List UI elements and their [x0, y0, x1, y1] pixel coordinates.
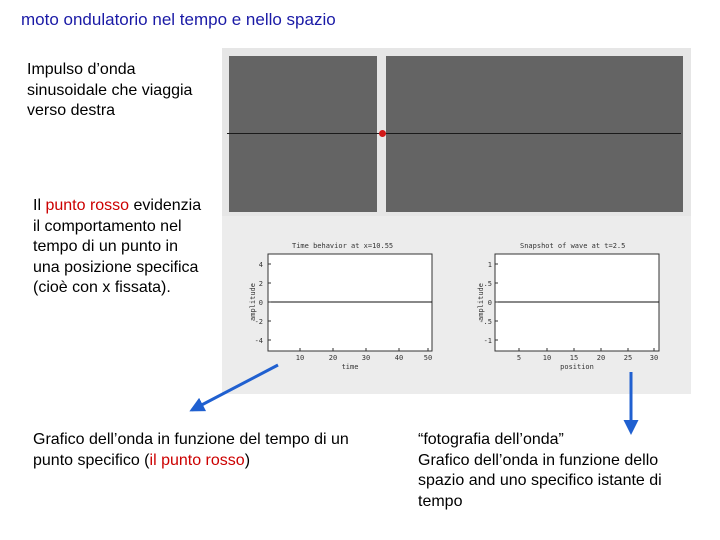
time-ytick-0: 4	[258, 261, 263, 269]
time-xtick-4: 50	[423, 354, 433, 362]
space-ytick-3: -.5	[479, 318, 492, 326]
space-xtick-2: 15	[569, 354, 579, 362]
space-xtick-4: 25	[623, 354, 633, 362]
wave-animation-window	[222, 48, 691, 216]
time-plot-title: Time behavior at x=10.55	[292, 242, 394, 250]
space-xtick-1: 10	[542, 354, 552, 362]
space-xlabel: position	[560, 363, 594, 371]
red-point-marker	[379, 130, 386, 137]
space-plot-title: Snapshot of wave at t=2.5	[520, 242, 626, 250]
red-point-highlight: punto rosso	[45, 197, 130, 214]
plots-svg	[222, 216, 691, 394]
time-ylabel: amplitude	[249, 283, 257, 321]
space-xtick-0: 5	[516, 354, 522, 362]
time-ytick-4: -4	[254, 337, 263, 345]
wave-panel-right	[386, 56, 683, 212]
space-ytick-2: 0	[487, 299, 492, 307]
wave-baseline	[227, 133, 681, 134]
red-point-description	[33, 196, 205, 299]
time-plot	[249, 242, 432, 371]
time-ytick-3: -2	[254, 318, 263, 326]
space-xtick-3: 20	[596, 354, 606, 362]
space-xtick-5: 30	[649, 354, 659, 362]
space-plot-caption	[418, 430, 708, 512]
red-point-prefix: Il	[33, 197, 46, 214]
time-ytick-2: 0	[258, 299, 263, 307]
time-xtick-0: 10	[295, 354, 305, 362]
page-title: moto ondulatorio nel tempo e nello spazio	[21, 10, 336, 29]
space-ylabel: amplitude	[477, 283, 485, 321]
wave-panel-left	[229, 56, 377, 212]
time-xtick-3: 40	[394, 354, 404, 362]
pulse-description: Impulso d’onda sinusoidale che viaggia verso destra	[27, 61, 193, 119]
space-ytick-1: .5	[483, 280, 492, 288]
time-ytick-1: 2	[258, 280, 263, 288]
space-ytick-4: -1	[483, 337, 492, 345]
time-caption-highlight: il punto rosso	[149, 451, 245, 469]
red-point-suffix: evidenzia il comportamento nel tempo di un punto in una posizione specifica (cioè con x fissata).	[33, 197, 202, 296]
space-plot	[477, 242, 659, 371]
time-caption-prefix: Grafico dell’onda in funzione del tempo di un punto specifico (	[33, 431, 349, 469]
plots-window	[222, 216, 691, 394]
time-xlabel: time	[341, 363, 359, 371]
space-caption-line2: Grafico dell’onda in funzione dello spazio and uno specifico istante di tempo	[418, 451, 662, 510]
space-caption-line1: “fotografia dell’onda”	[418, 431, 564, 448]
time-caption-suffix: )	[244, 451, 251, 469]
time-xtick-1: 20	[328, 354, 338, 362]
time-xtick-2: 30	[361, 354, 371, 362]
time-plot-caption	[33, 430, 373, 471]
space-ytick-0: 1	[487, 261, 492, 269]
